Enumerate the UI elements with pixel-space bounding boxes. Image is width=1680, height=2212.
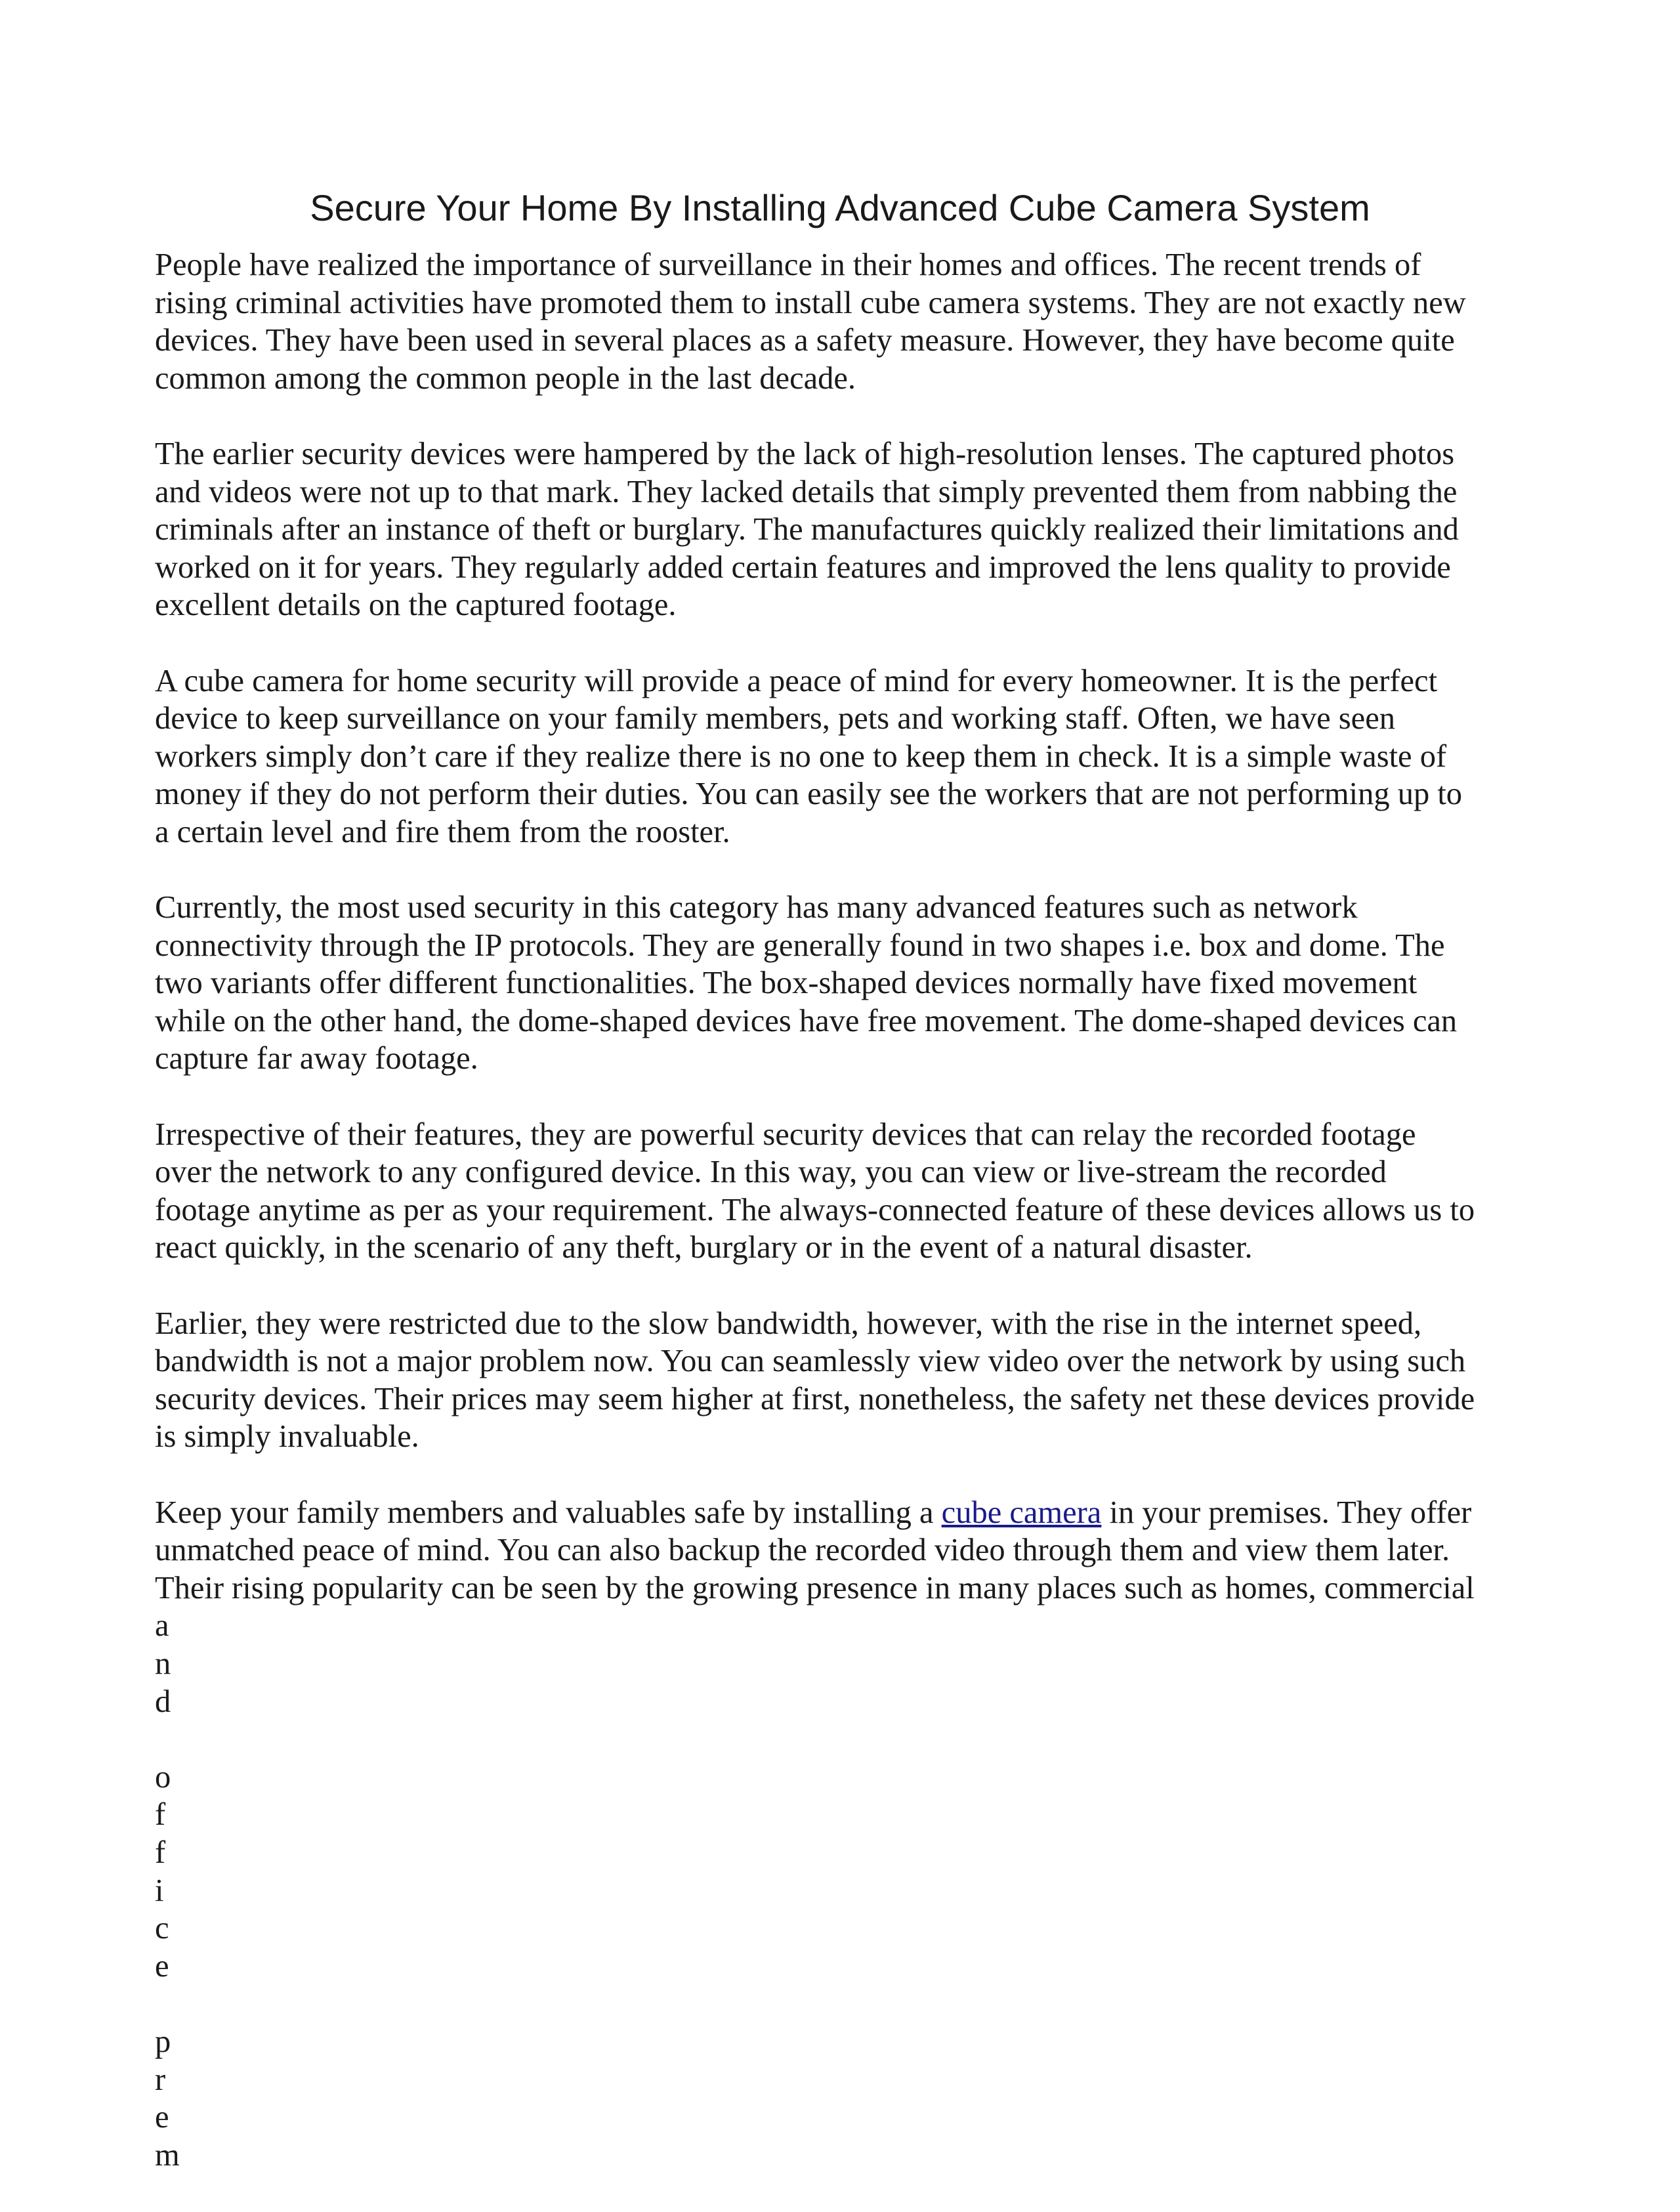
text-fragment: Keep your family members and valuables safe by installing a — [155, 1495, 942, 1530]
vertical-char: f — [155, 1797, 166, 1833]
paragraph-1 — [155, 246, 1533, 397]
text-fragment: in your premises. They offer — [1101, 1495, 1472, 1530]
vertical-char: i — [155, 1873, 164, 1908]
paragraph-5 — [155, 1116, 1533, 1267]
text-line: security devices. Their prices may seem higher at first, nonetheless, the safety net these devices provide — [155, 1381, 1475, 1416]
text-line: Their rising popularity can be seen by the growing presence in many places such as homes, commercial — [155, 1570, 1475, 1606]
text-line: a certain level and fire them from the rooster. — [155, 814, 730, 849]
text-line: money if they do not perform their duties. You can easily see the workers that are not performing up to — [155, 776, 1463, 812]
text-line: react quickly, in the scenario of any theft, burglary or in the event of a natural disaster. — [155, 1230, 1253, 1266]
text-line — [155, 1494, 1533, 1532]
vertical-text-run — [155, 1607, 1533, 2174]
text-line: Irrespective of their features, they are powerful security devices that can relay the recorded footage — [155, 1117, 1416, 1152]
document-title: Secure Your Home By Installing Advanced Cube Camera System — [310, 187, 1370, 228]
text-line: and videos were not up to that mark. They lacked details that simply prevented them from nabbing the — [155, 474, 1458, 509]
vertical-char — [155, 1985, 1533, 2023]
text-line: common among the common people in the last decade. — [155, 360, 856, 396]
vertical-char: p — [155, 2024, 171, 2059]
vertical-char: r — [155, 2062, 166, 2097]
text-line: workers simply don’t care if they realize there is no one to keep them in check. It is a simple waste of — [155, 738, 1447, 774]
text-line: devices. They have been used in several places as a safety measure. However, they have become quite — [155, 323, 1455, 358]
paragraph-7 — [155, 1494, 1533, 2175]
text-line: criminals after an instance of theft or burglary. The manufactures quickly realized their limitations and — [155, 512, 1459, 547]
vertical-char: d — [155, 1684, 171, 1719]
text-line: over the network to any configured device. In this way, you can view or live-stream the recorded — [155, 1155, 1387, 1190]
text-line: People have realized the importance of surveillance in their homes and offices. The recent trends of — [155, 247, 1421, 282]
text-line: connectivity through the IP protocols. They are generally found in two shapes i.e. box and dome. The — [155, 927, 1445, 963]
vertical-char: f — [155, 1835, 166, 1870]
text-line: is simply invaluable. — [155, 1419, 419, 1455]
vertical-char: e — [155, 2100, 169, 2135]
paragraph-4 — [155, 889, 1533, 1078]
text-line: The earlier security devices were hampered by the lack of high-resolution lenses. The captured photos — [155, 436, 1455, 471]
vertical-char: o — [155, 1759, 171, 1795]
text-line: bandwidth is not a major problem now. You can seamlessly view video over the network by using such — [155, 1344, 1466, 1379]
text-line: excellent details on the captured footage. — [155, 587, 677, 623]
cube-camera-link[interactable]: cube camera — [941, 1495, 1102, 1530]
vertical-char: a — [155, 1608, 169, 1644]
paragraph-2 — [155, 435, 1533, 624]
vertical-char — [155, 1720, 1533, 1758]
vertical-char: c — [155, 1911, 169, 1946]
text-line: two variants offer different functionalities. The box-shaped devices normally have fixed movement — [155, 966, 1418, 1001]
text-line: worked on it for years. They regularly added certain features and improved the lens quality to provide — [155, 549, 1451, 585]
vertical-char: n — [155, 1646, 171, 1681]
text-line: A cube camera for home security will provide a peace of mind for every homeowner. It is the perfect — [155, 663, 1438, 698]
text-line: capture far away footage. — [155, 1041, 478, 1076]
paragraph-3 — [155, 662, 1533, 851]
text-line: unmatched peace of mind. You can also backup the recorded video through them and view them later. — [155, 1533, 1450, 1568]
text-line: Earlier, they were restricted due to the slow bandwidth, however, with the rise in the internet speed, — [155, 1306, 1422, 1341]
vertical-char: e — [155, 1948, 169, 1984]
text-line: while on the other hand, the dome-shaped devices have free movement. The dome-shaped devices can — [155, 1003, 1458, 1038]
text-line: device to keep surveillance on your family members, pets and working staff. Often, we have seen — [155, 701, 1395, 736]
text-line: rising criminal activities have promoted them to install cube camera systems. They are not exactly new — [155, 285, 1466, 320]
paragraph-6 — [155, 1305, 1533, 1456]
text-line: Currently, the most used security in this category has many advanced features such as network — [155, 890, 1358, 925]
text-line: footage anytime as per as your requirement. The always-connected feature of these devices allows us to — [155, 1192, 1475, 1227]
document-body — [155, 246, 1533, 2212]
vertical-char: m — [155, 2137, 180, 2173]
